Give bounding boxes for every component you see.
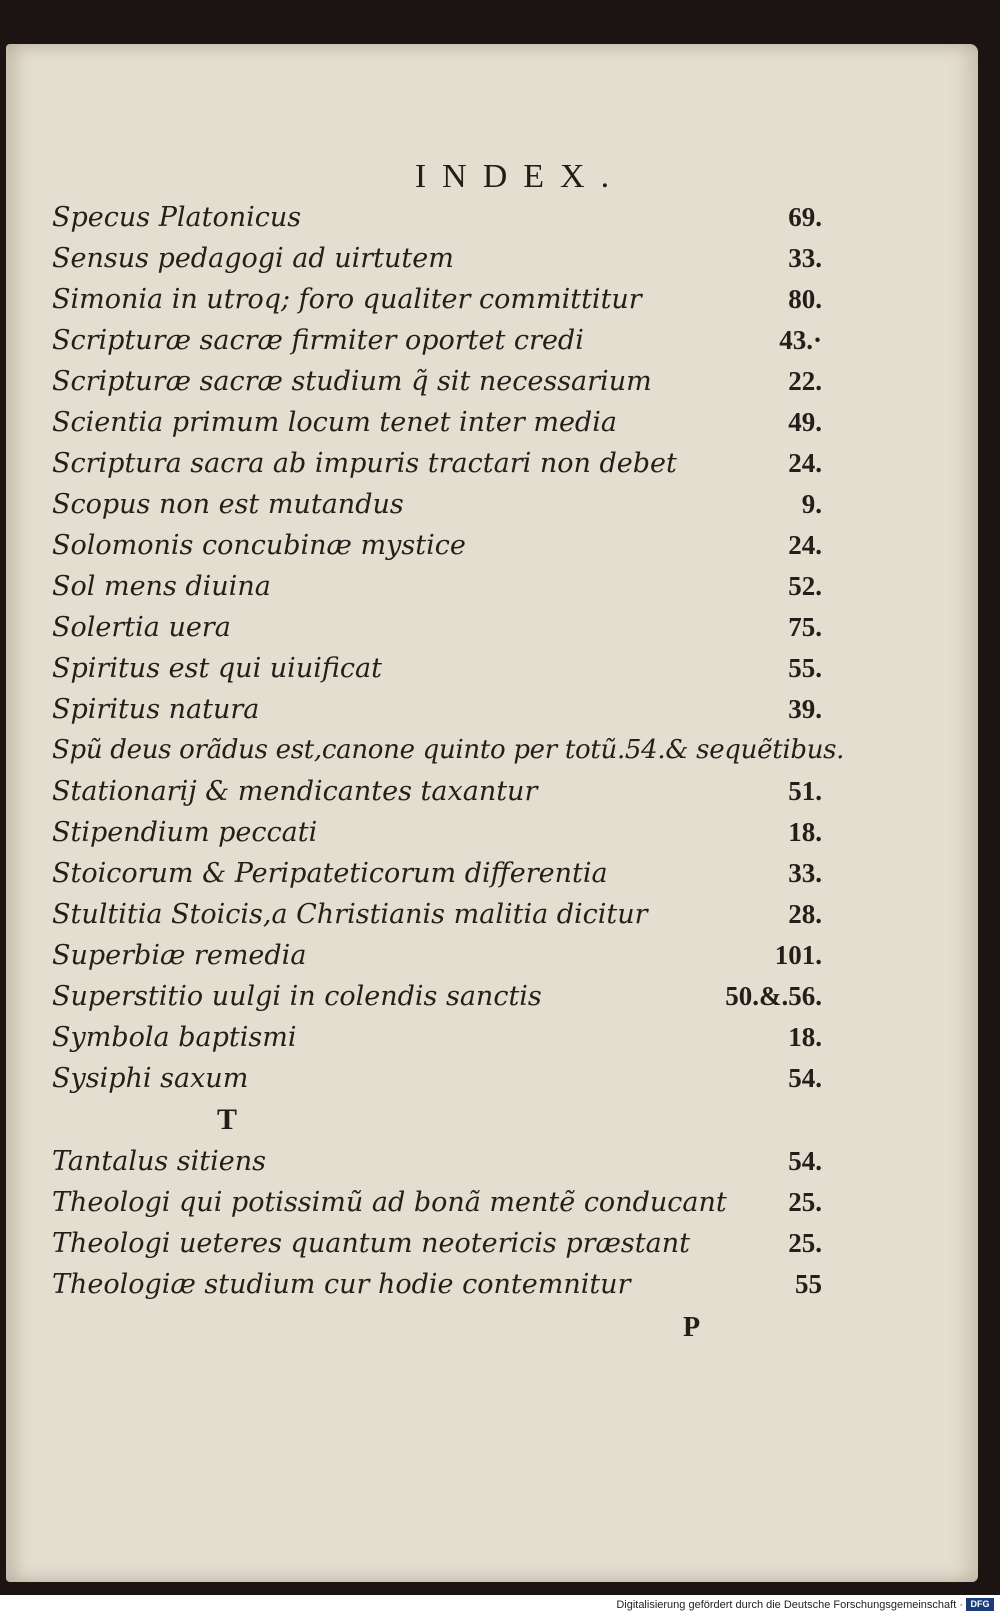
entry-term: Sysiphi saxum bbox=[52, 1063, 249, 1094]
entry-page: 54. bbox=[788, 1146, 822, 1176]
index-entry bbox=[52, 1141, 822, 1182]
entry-term: Stultitia Stoicis,a Christianis malitia dicitur bbox=[52, 899, 648, 930]
index-entry bbox=[52, 648, 822, 689]
entry-term: Scopus non est mutandus bbox=[52, 489, 404, 520]
entry-page: 49. bbox=[788, 407, 822, 437]
entry-page: 9. bbox=[801, 489, 822, 519]
entry-page: 54. bbox=[788, 1063, 822, 1093]
entry-term: Specus Platonicus bbox=[52, 202, 302, 233]
index-entry bbox=[52, 607, 822, 648]
index-entry bbox=[52, 730, 845, 771]
entry-term: Superstitio uulgi in colendis sanctis bbox=[52, 981, 542, 1012]
index-entries bbox=[52, 197, 845, 1305]
catchword: P bbox=[683, 1312, 701, 1343]
funding-credit: Digitalisierung gefördert durch die Deutsche Forschungsgemeinschaft · bbox=[616, 1599, 963, 1611]
entry-page: 18. bbox=[788, 817, 822, 847]
entry-term: Scripturæ sacræ studium q̃ sit necessarium bbox=[52, 366, 652, 397]
index-entry bbox=[52, 771, 822, 812]
entry-term: Theologi qui potissimũ ad bonã mentẽ conducant bbox=[52, 1187, 727, 1218]
dfg-logo-icon: DFG bbox=[966, 1598, 994, 1611]
entry-term: Sensus pedagogi ad uirtutem bbox=[52, 243, 454, 274]
index-entry bbox=[52, 853, 822, 894]
entry-term: Scriptura sacra ab impuris tractari non debet bbox=[52, 448, 677, 479]
digitization-footer bbox=[0, 1595, 1000, 1616]
index-entry bbox=[52, 1223, 822, 1264]
index-entry bbox=[52, 976, 822, 1017]
section-letter: T bbox=[216, 1103, 237, 1136]
index-entry bbox=[52, 1017, 822, 1058]
index-entry bbox=[52, 1058, 822, 1099]
entry-page: 24. bbox=[788, 448, 822, 478]
entry-term: Stoicorum & Peripateticorum differentia bbox=[52, 858, 608, 889]
index-entry bbox=[52, 484, 822, 525]
entry-term: Simonia in utroq; foro qualiter committitur bbox=[52, 284, 642, 315]
entry-page: 39. bbox=[788, 694, 822, 724]
entry-page: 75. bbox=[788, 612, 822, 642]
index-entry bbox=[52, 894, 822, 935]
entry-page: 51. bbox=[788, 776, 822, 806]
entry-term: Sol mens diuina bbox=[52, 571, 271, 602]
entry-term: Stationarij & mendicantes taxantur bbox=[52, 776, 538, 807]
entry-page: 69. bbox=[788, 202, 822, 232]
index-entry bbox=[52, 1264, 822, 1305]
entry-term: Solomonis concubinæ mystice bbox=[52, 530, 466, 561]
index-entry bbox=[52, 525, 822, 566]
index-entry bbox=[52, 279, 822, 320]
entry-page: 24. bbox=[788, 530, 822, 560]
index-entry bbox=[52, 1182, 822, 1223]
index-entry bbox=[52, 361, 822, 402]
page-title: INDEX. bbox=[414, 158, 626, 195]
index-entry bbox=[52, 320, 822, 361]
entry-term: Symbola baptismi bbox=[52, 1022, 297, 1053]
entry-term: Scripturæ sacræ firmiter oportet credi bbox=[52, 325, 584, 356]
index-entry bbox=[52, 566, 822, 607]
index-entry bbox=[52, 689, 822, 730]
entry-page: 22. bbox=[788, 366, 822, 396]
entry-term: Scientia primum locum tenet inter media bbox=[52, 407, 617, 438]
entry-page: 52. bbox=[788, 571, 822, 601]
index-entry bbox=[52, 238, 822, 279]
entry-page: 25. bbox=[788, 1228, 822, 1258]
index-entry bbox=[52, 935, 822, 976]
entry-page: 55. bbox=[788, 653, 822, 683]
entry-page: 33. bbox=[788, 243, 822, 273]
index-entry bbox=[52, 197, 822, 238]
entry-page: 33. bbox=[788, 858, 822, 888]
entry-term: Stipendium peccati bbox=[52, 817, 318, 848]
entry-page: 101. bbox=[774, 940, 822, 970]
index-entry bbox=[52, 443, 822, 484]
index-entry bbox=[52, 812, 822, 853]
entry-page: 25. bbox=[788, 1187, 822, 1217]
entry-term: Spiritus est qui uiuificat bbox=[52, 653, 382, 684]
entry-page: 55 bbox=[795, 1269, 822, 1299]
entry-page: 80. bbox=[788, 284, 822, 314]
entry-page: 28. bbox=[788, 899, 822, 929]
entry-term: Spiritus natura bbox=[52, 694, 260, 725]
entry-page: 50.&.56. bbox=[725, 981, 822, 1011]
entry-term: Tantalus sitiens bbox=[52, 1146, 267, 1177]
entry-term: Solertia uera bbox=[52, 612, 231, 643]
entry-term: Spũ deus orãdus est,canone quinto per totũ.54.& sequẽtibus. bbox=[52, 735, 845, 765]
entry-page: 43.· bbox=[779, 325, 822, 355]
entry-term: Theologi ueteres quantum neotericis præstant bbox=[52, 1228, 690, 1259]
entry-page: 18. bbox=[788, 1022, 822, 1052]
index-entry bbox=[52, 402, 822, 443]
entry-term: Superbiæ remedia bbox=[52, 940, 307, 971]
entry-term: Theologiæ studium cur hodie contemnitur bbox=[52, 1269, 631, 1300]
